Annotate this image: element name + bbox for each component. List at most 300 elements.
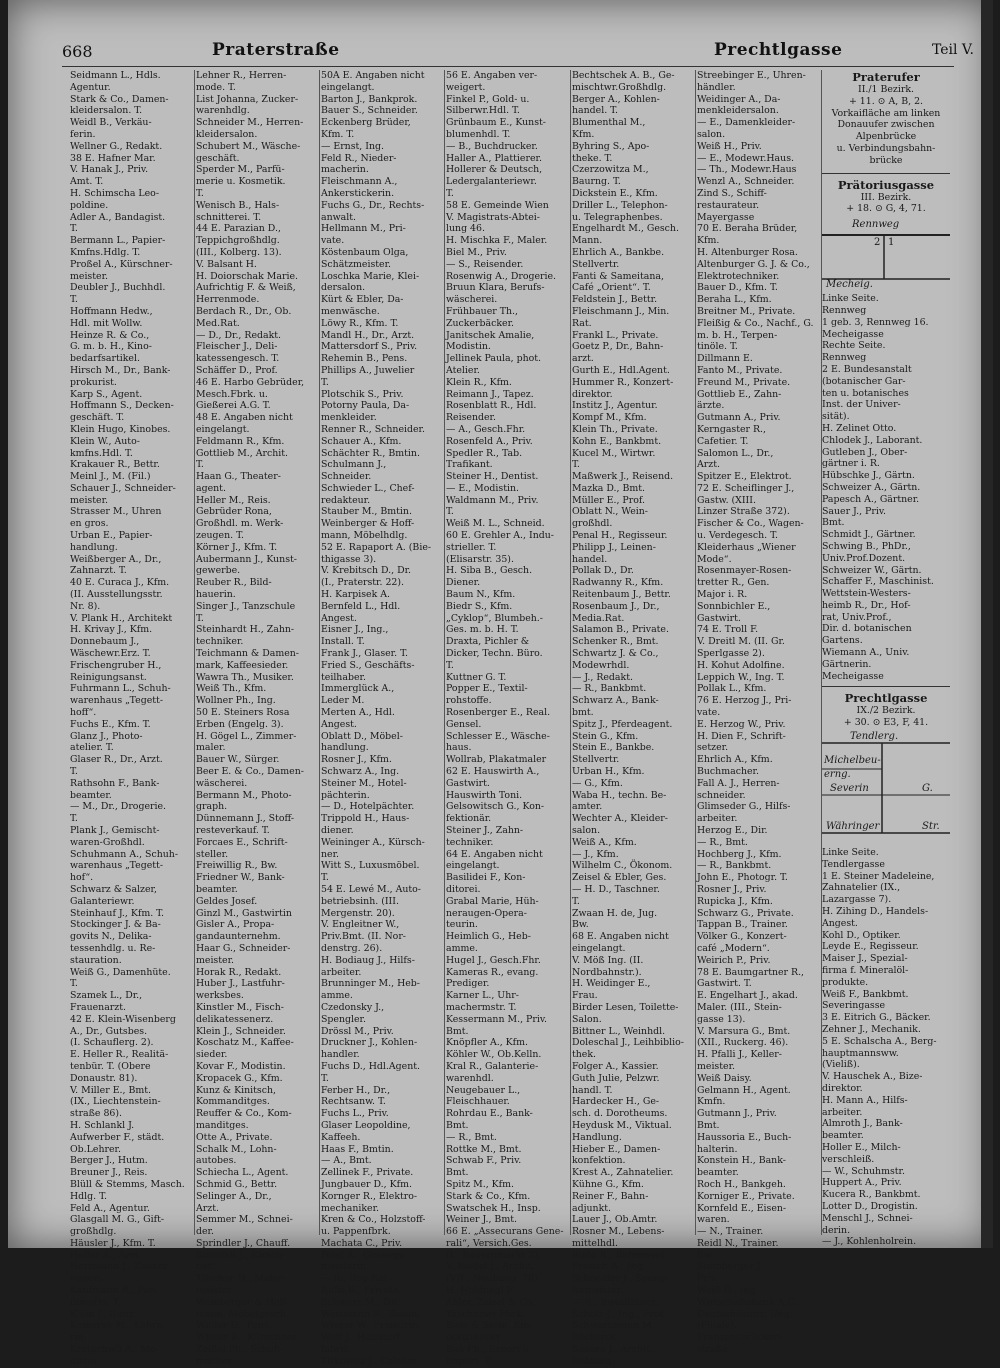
directory-entry-line: Gießerei A.G. T.	[196, 400, 271, 412]
directory-entry-line: handler.	[321, 1049, 360, 1061]
directory-entry-line: Schwab F., Priv.	[446, 1155, 522, 1167]
directory-entry-line: Folger A., Kassier.	[572, 1060, 659, 1072]
directory-entry-line: Kinstler M., Fisch-	[196, 1001, 284, 1013]
directory-entry-line: weigert.	[446, 81, 486, 93]
directory-entry-line: Ginzl M., Gastwirtin	[196, 907, 292, 919]
directory-entry-line: waren.	[697, 1214, 730, 1226]
directory-entry-line: teurin.	[446, 919, 478, 931]
directory-entry-line: Engelhardt M., Gesch.	[572, 223, 679, 235]
directory-entry-line: Erben (Engelg. 3).	[196, 718, 284, 730]
directory-entry-line: Rosenmayer-Rosen-	[697, 565, 792, 577]
directory-entry-line: V. Riedel J., Archit.	[446, 1261, 535, 1273]
directory-entry-line: Berger J., Hutm.	[70, 1155, 148, 1167]
directory-entry-line: (III., Kolberg. 13).	[196, 246, 282, 258]
directory-entry-line: Silberwr.Hdl. T.	[446, 105, 520, 117]
directory-entry-line: Kropacek G., Kfm.	[196, 1072, 283, 1084]
directory-entry-line: H. Karpisek A.	[321, 589, 390, 601]
directory-entry-line: Kessermann M., Priv.	[446, 1013, 547, 1025]
directory-entry-line: Hirsch M., Dr., Bank-	[70, 364, 171, 376]
directory-entry-line: vate.	[321, 235, 345, 247]
directory-entry-line: Dickstein E., Kfm.	[572, 187, 658, 199]
street-index-line: Donauufer zwischen	[837, 119, 935, 131]
directory-entry-line: Donaustr. 81).	[70, 1072, 138, 1084]
map-label: Michelbeu-	[824, 755, 881, 767]
directory-entry-line: Schmid G., Bettr.	[196, 1178, 278, 1190]
directory-entry-line: — S., Reisender.	[446, 258, 524, 270]
directory-entry-line: V. Möß Ing. (II.	[572, 954, 644, 966]
directory-entry-line: Weidinger A., Da-	[697, 93, 781, 105]
directory-entry-line: amme.	[321, 990, 353, 1002]
directory-entry-line: warenhdl.	[446, 1072, 494, 1084]
directory-entry-line: Selinger A., Dr.,	[196, 1190, 272, 1202]
section-divider	[822, 682, 950, 687]
district-codes: + 30. ⊙ E3, F, 41.	[843, 717, 929, 729]
directory-entry-line: — Ernst, Ing.	[321, 140, 384, 152]
street-index-column	[822, 70, 950, 1248]
directory-entry-line: Rehemin B., Pens.	[321, 353, 408, 365]
directory-entry-line: Klein R., Kfm.	[446, 376, 512, 388]
directory-entry-line: T.	[196, 459, 204, 471]
directory-entry-line: Rosenblatt R., Hdl.	[446, 400, 537, 412]
directory-entry-line: Oblatt D., Möbel-	[321, 730, 403, 742]
directory-entry-line: Grabal Marie, Hüh-	[446, 895, 539, 907]
directory-entry-line: Fleißig & Co., Nachf., G.	[697, 317, 814, 329]
directory-entry-line: meisterin.	[321, 1261, 370, 1273]
street-index-line: beamter.	[822, 1130, 864, 1142]
directory-entry-line: Baurng. T.	[572, 176, 621, 188]
directory-entry-line: 72 E. Scheiflinger J.,	[697, 482, 795, 494]
directory-entry-line: Kmfn.	[697, 1096, 726, 1108]
street-index-line: Schwing B., PhDr.,	[822, 540, 911, 552]
directory-entry-line: tenbür. T. (Obere	[70, 1060, 151, 1072]
directory-entry-line: (IX., Liechtenstein-	[70, 1096, 161, 1108]
directory-entry-line: Reitenbaum J., Bettr.	[572, 589, 671, 601]
district-codes: + 18. ⊙ G, 4, 71.	[846, 203, 926, 215]
directory-entry-line: Druckner J., Kohlen-	[321, 1037, 418, 1049]
directory-entry-line: Baer & Stein, Kin-	[446, 1320, 533, 1332]
street-index-line: arbeiter.	[822, 1106, 863, 1118]
directory-entry-line: E. Heller R., Realitä-	[70, 1049, 169, 1061]
street-index-line: — J., Kohlenholrein.	[822, 1236, 917, 1248]
directory-entry-line: menwäsche.	[321, 305, 380, 317]
map-label: erng.	[824, 769, 851, 781]
directory-entry-line: großhdl.	[572, 518, 613, 530]
directory-entry-line: Wechter A., Kleider-	[572, 813, 668, 825]
directory-entry-line: H. Schlankl J.	[70, 1119, 135, 1131]
directory-entry-line: steller.	[196, 848, 229, 860]
directory-entry-line: beamter.	[697, 1167, 739, 1179]
directory-entry-line: (Filiale).	[697, 1320, 737, 1332]
column-rule	[570, 70, 571, 1235]
directory-entry-line: Atelier.	[446, 364, 480, 376]
directory-entry-line: Glimseder G., Hilfs-	[697, 801, 791, 813]
directory-entry-line: Feldstein J., Bettr.	[572, 294, 658, 306]
directory-entry-line: Roch H., Bankgeh.	[697, 1178, 786, 1190]
directory-entry-line: Hugel J., Gesch.Fhr.	[446, 954, 541, 966]
directory-entry-line: Herzog E., Dir.	[697, 825, 768, 836]
directory-entry-line: thigasse 3).	[321, 553, 377, 565]
street-index-line: 3 E. Eitrich G., Bäcker.	[822, 1012, 931, 1024]
street-index-line: hauptmannsww.	[822, 1047, 899, 1059]
directory-entry-line: — R., Bankbmt.	[697, 860, 772, 872]
directory-entry-line: fabrik.	[321, 1344, 353, 1356]
directory-entry-line: Forcaes E., Schrift-	[196, 836, 288, 848]
directory-entry-line: 38 E. Hafner Mar.	[70, 152, 156, 164]
directory-entry-line: setzer.	[697, 742, 729, 754]
street-map-prechtlgasse	[822, 729, 950, 847]
directory-entry-line: Bmt.	[697, 1119, 720, 1131]
directory-entry-line: ner.	[196, 1261, 215, 1273]
map-label: Severin	[830, 783, 869, 795]
directory-entry-line: List Johanna, Zucker-	[196, 93, 299, 105]
directory-entry-line: Schwarz A., Bank-	[572, 695, 659, 707]
directory-entry-line: Sperlgasse 2).	[697, 648, 765, 660]
directory-entry-line: Ankerstickerin.	[321, 187, 395, 199]
directory-entry-line: Reiner F., Bahn-	[572, 1190, 649, 1202]
directory-entry-line: Mattersdorf S., Priv.	[321, 341, 418, 353]
part-label: Teil V.	[931, 42, 974, 58]
directory-entry-line: Köhler W., Ob.Kelln.	[446, 1049, 542, 1061]
directory-entry-line: schneider.	[697, 789, 746, 801]
directory-entry-line: Stauber M., Bmtin.	[321, 506, 412, 518]
directory-entry-line: Zwaan H. de, Jug.	[572, 907, 658, 919]
directory-entry-line: Weidl B., Verkäu-	[70, 117, 152, 129]
directory-entry-line: Knöpfler A., Kfm.	[446, 1037, 529, 1049]
directory-entry-line: Häusler J., Kfm. T.	[70, 1237, 156, 1249]
directory-entry-line: T.	[321, 872, 329, 884]
directory-entry-line: Weiß D., Ing.	[697, 1285, 759, 1297]
directory-entry-line: mechaniker.	[321, 1202, 380, 1214]
district-line: IX./2 Bezirk.	[856, 705, 916, 717]
street-index-line: Rennweg	[822, 304, 867, 316]
directory-entry-line: Reuber R., Bild-	[196, 577, 272, 589]
directory-entry-line: halterin.	[697, 1143, 738, 1155]
directory-entry-line: Kral R., Galanterie-	[446, 1060, 539, 1072]
header-rule	[62, 66, 954, 67]
directory-entry-line: Rohrdau E., Bank-	[446, 1108, 533, 1120]
directory-entry-line: Spengler.	[321, 1013, 366, 1025]
directory-entry-line: (II. Ausstellungsstr.	[70, 589, 163, 601]
directory-entry-line: Breuner J., Reis.	[70, 1167, 148, 1179]
directory-entry-line: hof“.	[70, 872, 94, 884]
directory-entry-line: Kratochwil A., Mo-	[70, 1344, 159, 1356]
directory-entry-line: Spitz J., Pferdeagent.	[572, 718, 673, 730]
directory-entry-line: vate.	[697, 707, 721, 719]
directory-entry-line: Aubermann J., Kunst-	[196, 553, 297, 565]
directory-entry-line: Gelsowitsch G., Kon-	[446, 801, 545, 813]
street-index-line: V. Hauschek A., Bize-	[822, 1071, 923, 1083]
directory-entry-line: Fischer & Co., Wagen-	[697, 518, 804, 530]
directory-entry-line: Angest.	[321, 612, 357, 624]
directory-entry-line: Karp S., Agent.	[70, 388, 143, 400]
directory-entry-line: Mesch.Fbrk. u.	[196, 388, 268, 400]
directory-entry-line: V. Plank H., Architekt	[70, 612, 173, 624]
directory-entry-line: Freund M., Private.	[697, 376, 791, 388]
directory-entry-line: Bernfeld L., Hdl.	[321, 600, 401, 612]
directory-entry-line: Driller L., Telephon-	[572, 199, 668, 211]
directory-entry-line: Gurth E., Hdl.Agent.	[572, 364, 670, 376]
map-label: Währinger	[826, 821, 880, 833]
directory-entry-line: Ges. m. b. H. T.	[446, 624, 519, 636]
directory-entry-line: Steinhardt H., Zahn-	[196, 624, 295, 636]
directory-entry-line: V. Magistrats-Abtei-	[446, 211, 540, 223]
directory-entry-line: Kfm.	[572, 128, 595, 140]
directory-entry-line: agent.	[196, 482, 226, 494]
directory-entry-line: Fried S., Geschäfts-	[321, 659, 415, 671]
directory-entry-line: Weismann R., Bmtin.	[321, 1308, 421, 1320]
directory-entry-line: Bahning.	[572, 1355, 615, 1367]
street-index-line: 2 E. Bundesanstalt	[822, 363, 912, 375]
directory-entry-line: Geldes Josef.	[196, 895, 258, 907]
directory-entry-line: Biel M., Priv.	[446, 246, 507, 258]
directory-entry-line: teilhaber.	[321, 671, 366, 683]
directory-entry-line: 54 E. Lewé M., Auto-	[321, 883, 421, 895]
directory-entry-line: Plotschik S., Priv.	[321, 388, 404, 400]
directory-entry-line: Singer J., Tanzschule	[196, 600, 296, 612]
directory-entry-line: Heimlich G., Heb-	[446, 931, 531, 943]
directory-entry-line: Gelmann H., Agent.	[697, 1084, 791, 1096]
directory-entry-line: Bauer S., Schneider.	[321, 105, 418, 117]
directory-entry-line: meister.	[196, 954, 234, 966]
directory-entry-line: Stein E., Bankbe.	[572, 742, 655, 754]
directory-entry-line: Hellmann M., Pri-	[321, 223, 406, 235]
page-edge-shadow	[981, 0, 993, 1248]
directory-entry-line: 40 E. Curaca J., Kfm.	[70, 577, 170, 589]
directory-entry-line: Spitz M., Kfm.	[446, 1178, 514, 1190]
directory-entry-line: Fleischmann A.,	[321, 176, 398, 188]
directory-column	[697, 70, 820, 1356]
directory-entry-line: Hardecker H., Ge-	[572, 1096, 660, 1108]
directory-entry-line: Sonnbichler E.,	[697, 600, 771, 612]
directory-entry-line: kmfns.Hdl. T.	[70, 447, 133, 459]
street-index-line: Alpenbrücke	[855, 131, 917, 143]
directory-entry-line: 42 E. Klein-Wisenberg	[70, 1013, 176, 1025]
directory-entry-line: amme.	[446, 942, 478, 954]
directory-entry-line: Janitschek Amalie,	[446, 329, 535, 341]
directory-entry-line: Kohn E., Bankbmt.	[572, 435, 662, 447]
street-index-line: (botanischer Gar-	[822, 375, 906, 387]
left-running-title: Praterstraße	[212, 40, 340, 60]
directory-entry-line: dersalon.	[321, 282, 366, 294]
directory-entry-line: hoff“.	[70, 707, 97, 719]
directory-entry-line: 74 E. Troll F.	[697, 624, 759, 636]
street-index-line: firma f. Mineralöl-	[822, 965, 909, 977]
directory-entry-line: Feldmann R., Kfm.	[196, 435, 285, 447]
street-index-line: verschleiß.	[822, 1153, 875, 1165]
directory-entry-line: Phillips A., Juwelier	[321, 364, 415, 376]
directory-entry-line: T.	[196, 187, 204, 199]
directory-entry-line: anwalt.	[321, 211, 356, 223]
directory-entry-line: menkleider.	[321, 412, 377, 424]
directory-entry-line: Sperder M., Parfü-	[196, 164, 285, 176]
directory-entry-line: Rufis R., Private.	[321, 1285, 402, 1297]
directory-entry-line: Immerglück A.,	[321, 683, 395, 695]
directory-entry-line: Czerzowitza M.,	[572, 164, 649, 176]
directory-entry-line: rin.	[70, 1332, 87, 1344]
directory-entry-line: Gastwirt. T.	[697, 978, 752, 990]
street-index-line: rat, Univ.Prof.,	[822, 611, 892, 623]
directory-entry-line: govits N., Delika-	[70, 931, 152, 943]
directory-entry-line: mode. T.	[196, 81, 236, 93]
street-index-line: Schmidt J., Gärtner.	[822, 529, 916, 541]
directory-entry-line: techniker.	[196, 636, 244, 648]
directory-entry-line: Ehrlich A., Kfm.	[697, 754, 773, 766]
prechtlgasse-entries	[822, 847, 950, 1248]
directory-entry-line: Linzer Straße 372).	[697, 506, 790, 518]
district-codes: + 11. ⊙ A, B, 2.	[848, 95, 924, 107]
directory-entry-line: Leder M.	[321, 695, 365, 707]
directory-entry-line: Haar G., Schneider-	[196, 942, 291, 954]
directory-entry-line: Birder Lesen, Toilette-	[572, 1001, 679, 1013]
directory-column	[572, 70, 693, 1367]
directory-entry-line: Rottke M., Bmt.	[446, 1143, 522, 1155]
directory-entry-line: Café „Orient“. T.	[572, 282, 651, 294]
street-index-line: Wiemann A., Univ.	[822, 647, 910, 659]
directory-entry-line: werksbes.	[196, 990, 244, 1002]
directory-entry-line: Weinberger & Hoff-	[321, 518, 415, 530]
street-title-prechtlgasse: Prechtlgasse	[844, 691, 928, 706]
directory-entry-line: — E., Modewr.Haus.	[697, 152, 794, 164]
district-line: II./1 Bezirk.	[857, 84, 914, 95]
street-index-line: Schaffer F., Maschinist.	[822, 576, 934, 588]
directory-entry-line: Deutschösterr. Ung.	[697, 1308, 793, 1320]
directory-entry-line: Herrmann J., Zucker-	[70, 1261, 171, 1273]
directory-entry-line: Karner L., Uhr-	[446, 990, 519, 1002]
directory-entry-line: m. b. H., Terpen-	[697, 329, 778, 341]
directory-entry-line: café „Modern“.	[697, 942, 770, 954]
directory-entry-line: Mazka D., Bmt.	[572, 482, 646, 494]
directory-entry-line: Ehrlich A., Bankbe.	[572, 246, 665, 258]
directory-entry-line: Bäckerei.	[572, 1332, 617, 1344]
directory-entry-line: — N., Trainer.	[697, 1226, 764, 1238]
section-divider	[822, 167, 950, 174]
directory-entry-line: V. Engleitner W.,	[321, 919, 400, 931]
directory-entry-line: Weiß M. L., Schneid.	[446, 518, 545, 530]
directory-entry-line: Pretsch A., Jng.	[572, 1261, 646, 1273]
directory-entry-line: Proßel A., Kürschner-	[70, 258, 173, 270]
directory-entry-line: Elektrotechniker.	[697, 270, 780, 282]
street-index-line: — W., Schuhmstr.	[822, 1165, 905, 1177]
directory-entry-line: Schauer A., Kfm.	[321, 435, 402, 447]
directory-entry-line: Wieser W., Friseurin.	[321, 1320, 421, 1332]
directory-entry-line: Trafikant.	[446, 459, 493, 471]
directory-entry-line: — E., Damenkleider-	[697, 117, 796, 129]
directory-entry-line: 64 E. Angaben nicht	[446, 848, 543, 860]
directory-entry-line: Fuhrmann L., Schuh-	[70, 683, 171, 695]
directory-entry-line: Fanto M., Private.	[697, 364, 783, 376]
directory-entry-line: Fuchs G., Dr., Rechts-	[321, 199, 425, 211]
directory-entry-line: mann, Möbelgesch.	[196, 1308, 289, 1320]
street-title-praterufer: Praterufer	[852, 70, 920, 84]
directory-entry-line: Haan G., Theater-	[196, 471, 281, 483]
directory-entry-line: Schlesser E., Wäsche-	[446, 730, 550, 742]
directory-entry-line: handlung.	[321, 742, 369, 754]
directory-entry-line: tinöle. T.	[697, 341, 738, 353]
directory-entry-line: Rechtsanw. T.	[321, 1096, 386, 1108]
directory-entry-line: maler.	[196, 742, 226, 754]
directory-entry-line: geschäft. T.	[70, 412, 125, 424]
directory-entry-line: Körner J., Kfm. T.	[196, 541, 278, 553]
directory-entry-line: Krakauer R., Bettr.	[70, 459, 160, 471]
directory-entry-line: schnitterei. T.	[196, 211, 262, 223]
directory-entry-line: Loschka Marie, Klei-	[321, 270, 420, 282]
directory-entry-line: T.	[196, 612, 204, 624]
directory-entry-line: diener.	[321, 825, 354, 836]
directory-entry-line: Haussoria E., Buch-	[697, 1131, 792, 1143]
directory-entry-line: Rosner J., Kfm.	[321, 754, 392, 766]
directory-entry-line: resteverkauf. T.	[196, 825, 270, 836]
directory-entry-line: Streebinger E., Uhren-	[697, 70, 806, 81]
directory-entry-line: H. Siba B., Gesch.	[446, 565, 533, 577]
directory-entry-line: sieder.	[196, 1049, 228, 1061]
directory-entry-line: Wilder D., Pens.	[196, 1320, 272, 1332]
directory-entry-line: 58 E. Gemeinde Wien	[446, 199, 549, 211]
directory-entry-line: T.	[70, 223, 78, 235]
directory-entry-line: Basilidei F., Kon-	[446, 872, 526, 884]
map-label: Tendlerg.	[850, 731, 899, 743]
directory-entry-line: gasse 13).	[697, 1013, 746, 1025]
directory-entry-line: Schulmann J.,	[321, 459, 387, 471]
directory-entry-line: Hochberg J., Kfm.	[697, 848, 782, 860]
directory-entry-line: Rosner J., Priv.	[697, 883, 767, 895]
directory-entry-line: Wenisch B., Hals-	[196, 199, 280, 211]
directory-entry-line: Bermann M., Photo-	[196, 789, 292, 801]
directory-entry-line: H. Krivay J., Kfm.	[70, 624, 153, 636]
directory-entry-line: — D., Dr., Redakt.	[196, 329, 282, 341]
directory-entry-line: Steinhauf J., Kfm. T.	[70, 907, 165, 919]
map-label: Str.	[922, 821, 940, 833]
street-index-line: H. Mann A., Hilfs-	[822, 1094, 908, 1106]
directory-entry-line: mark, Kaffeesieder.	[196, 659, 289, 671]
directory-entry-line: Rude R., Bahnrevid.	[572, 1249, 668, 1261]
directory-entry-line: hauerin.	[196, 589, 236, 601]
directory-entry-line: Schwarz A., Ing.	[321, 766, 400, 778]
street-index-line: Wettstein-Westers-	[822, 588, 911, 600]
directory-entry-line: Nordbahnstr.).	[572, 966, 642, 978]
directory-entry-line: Rosenberger E., Real.	[446, 707, 551, 719]
directory-entry-line: Gensel.	[446, 718, 482, 730]
directory-entry-line: konfektion.	[572, 1155, 626, 1167]
directory-entry-line: 50A E. Angaben nicht	[321, 70, 425, 81]
directory-entry-line: Wirtschaftsbank A.G.	[697, 1296, 798, 1308]
directory-entry-line: Goetz P., Dr., Bahn-	[572, 341, 664, 353]
directory-entry-line: — J., Kfm.	[572, 848, 619, 860]
directory-entry-line: Fleischer J., Deli-	[196, 341, 278, 353]
directory-entry-line: u. Verdegesch. T.	[697, 530, 778, 542]
directory-entry-line: (I., Praterstr. 22).	[321, 577, 405, 589]
directory-entry-line: Taschenwr.Fbrk.	[446, 1308, 525, 1320]
directory-entry-line: Schubert M., Wäsche-	[196, 140, 301, 152]
directory-entry-line: Schäffer D., Prof.	[196, 364, 278, 376]
directory-entry-line: Schneider.	[321, 471, 372, 483]
directory-entry-line: Wollner Ph., Ing.	[196, 695, 276, 707]
directory-entry-line: Witt S., Luxusmöbel.	[321, 860, 420, 872]
directory-entry-line: warenhaus „Tegett-	[70, 695, 163, 707]
street-index-line: Kucera R., Bankbmt.	[822, 1189, 921, 1201]
district-line: III. Bezirk.	[860, 191, 912, 203]
directory-entry-line: Polal A., Gesangs-	[321, 1249, 407, 1261]
directory-entry-line: Sokora J., Archit.,	[572, 1344, 656, 1356]
directory-entry-line: Szamek L., Dr.,	[70, 990, 143, 1002]
directory-entry-line: geschäft.	[196, 152, 240, 164]
map-label: G.	[922, 783, 933, 795]
directory-entry-line: thek.	[572, 1049, 597, 1061]
street-index-line: Hübschke J., Gärtn.	[822, 470, 915, 482]
directory-entry-line: Hauswirth Toni.	[446, 789, 523, 801]
directory-entry-line: Heller M., Reis.	[196, 494, 271, 506]
directory-entry-line: Bermann L., Papier-	[70, 235, 166, 247]
directory-entry-line: katessengesch. T.	[196, 353, 280, 365]
